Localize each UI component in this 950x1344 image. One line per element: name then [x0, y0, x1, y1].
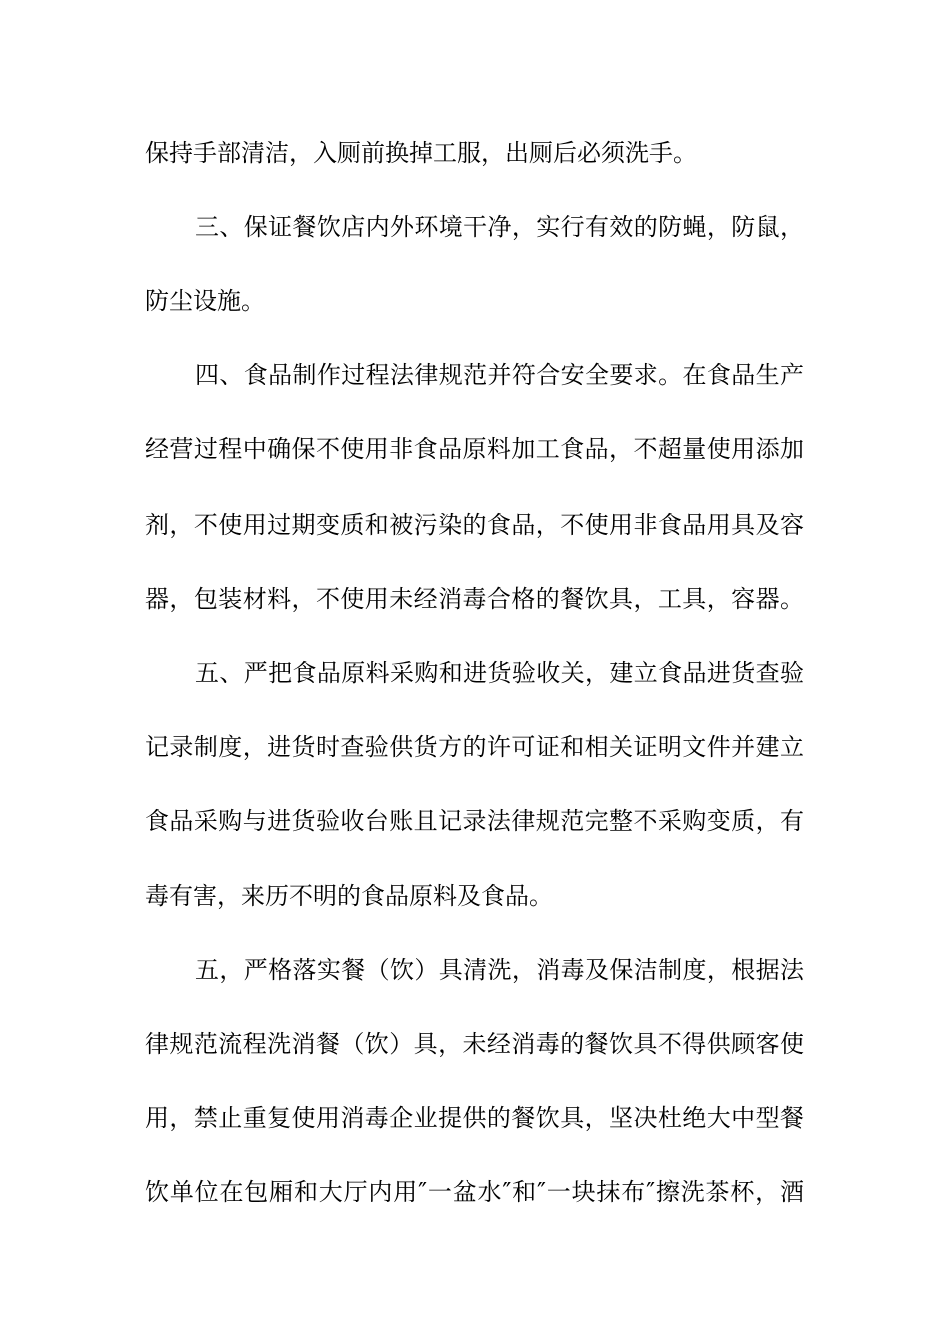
text-line: 保持手部清洁，入厕前换掉工服，出厕后必须洗手。	[145, 139, 697, 167]
text-line: 饮单位在包厢和大厅内用″一盆水″和″一块抹布″擦洗茶杯，酒	[145, 1178, 804, 1206]
text-line: 三、保证餐饮店内外环境干净，实行有效的防蝇，防鼠，	[195, 213, 804, 241]
text-line: 记录制度，进货时查验供货方的许可证和相关证明文件并建立	[145, 733, 804, 761]
text-line: 经营过程中确保不使用非食品原料加工食品，不超量使用添加	[145, 435, 804, 463]
text-line: 律规范流程洗消餐（饮）具，未经消毒的餐饮具不得供顾客使	[145, 1030, 804, 1058]
text-line: 五、严把食品原料采购和进货验收关，建立食品进货查验	[195, 659, 804, 687]
text-line: 器，包装材料，不使用未经消毒合格的餐饮具，工具，容器。	[145, 585, 804, 613]
text-line: 剂，不使用过期变质和被污染的食品，不使用非食品用具及容	[145, 511, 804, 539]
text-line: 用，禁止重复使用消毒企业提供的餐饮具，坚决杜绝大中型餐	[145, 1104, 804, 1132]
text-line: 防尘设施。	[145, 287, 265, 315]
text-line: 食品采购与进货验收台账且记录法律规范完整不采购变质，有	[145, 807, 804, 835]
text-line: 毒有害，来历不明的食品原料及食品。	[145, 882, 553, 910]
text-line: 四、食品制作过程法律规范并符合安全要求。在食品生产	[195, 361, 804, 389]
text-line: 五，严格落实餐（饮）具清洗，消毒及保洁制度，根据法	[195, 956, 804, 984]
